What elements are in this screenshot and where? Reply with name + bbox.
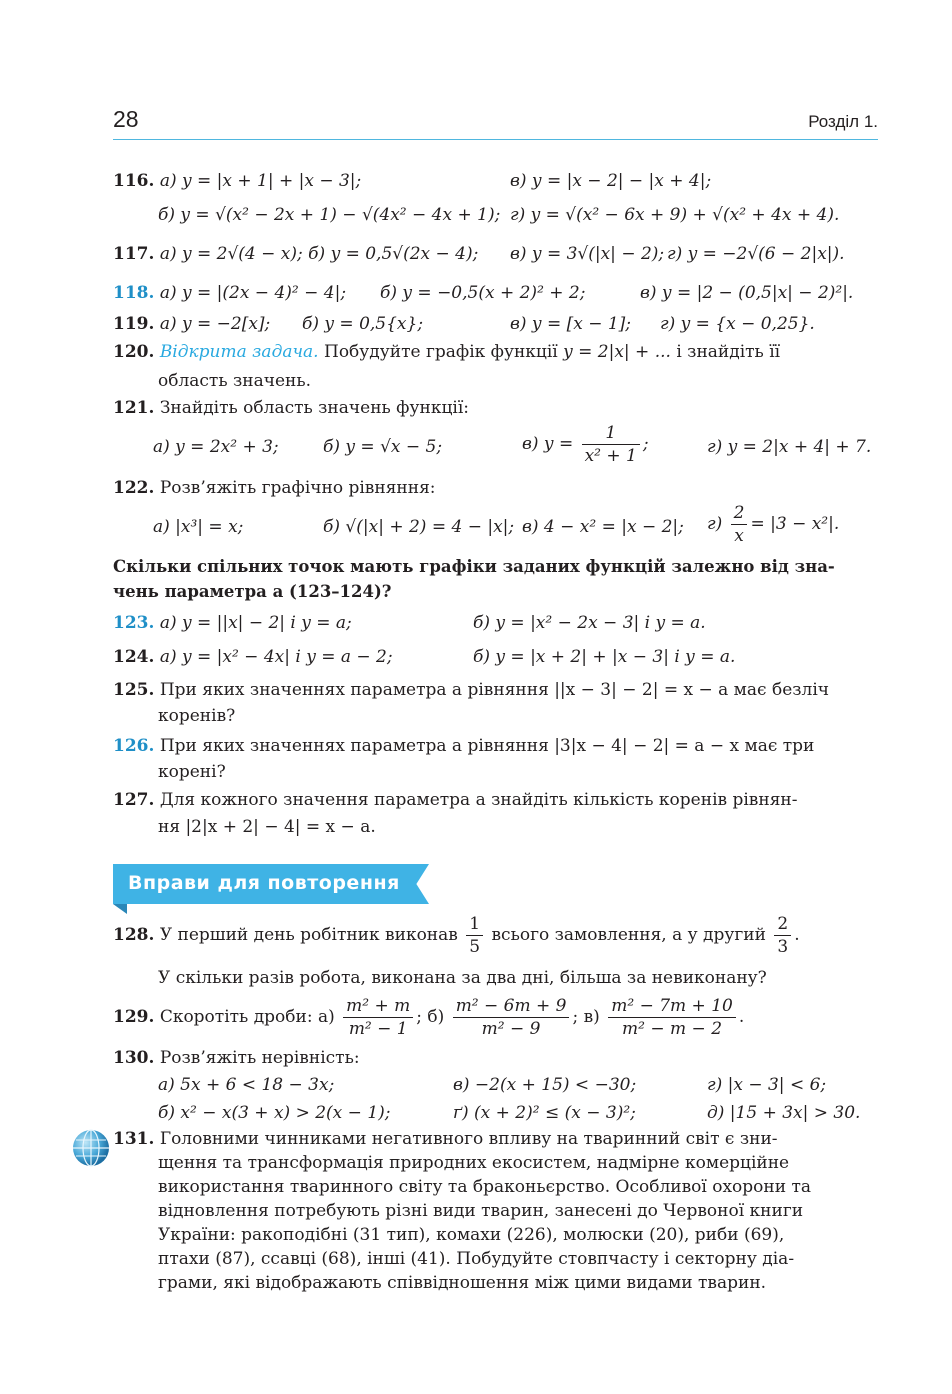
- task-text: У скільки разів робота, виконана за два дні, більша за невиконану?: [158, 968, 767, 988]
- task-text: При яких значеннях параметра a рівняння |3|x − 4| − 2| = a − x має три: [159, 736, 815, 756]
- task-text: щення та трансформація природних екосистем, надмірне комерційне: [158, 1153, 790, 1173]
- numerator: m² − 6m + 9: [453, 995, 570, 1018]
- formula: y = 2|x| + ...: [563, 342, 671, 362]
- header-divider: [113, 139, 878, 140]
- exercise-119: [113, 313, 270, 335]
- exercise-122: [113, 477, 436, 499]
- denominator: 3: [777, 937, 789, 957]
- task-text: При яких значеннях параметра a рівняння ||x − 3| − 2| = x − a має безліч: [159, 680, 829, 700]
- exercise-number: 130.: [113, 1048, 155, 1068]
- section-question-line-2: чень параметра a (123–124)?: [113, 582, 392, 601]
- task-text: Розв’яжіть графічно рівняння:: [159, 478, 436, 498]
- task-text: Головними чинниками негативного впливу на тваринний світ є зни-: [159, 1129, 778, 1149]
- exercise-number: 131.: [113, 1129, 155, 1149]
- numerator: 2: [731, 502, 748, 525]
- section-title: Розділ 1.: [808, 112, 878, 131]
- formula: в) y = |2 − (0,5|x| − 2)²|.: [640, 283, 854, 303]
- formula: в) y = 3√(|x| − 2);: [510, 244, 665, 264]
- task-text: корені?: [158, 762, 226, 782]
- formula: г) y = √(x² − 6x + 9) + √(x² + 4x + 4).: [510, 205, 840, 225]
- formula: б) y = 0,5√(2x − 4);: [308, 244, 479, 264]
- formula: а) y = 2√(4 − x);: [159, 244, 303, 264]
- numerator: m² − 7m + 10: [608, 995, 736, 1018]
- separator: ; б): [416, 1007, 445, 1027]
- exercise-127: [113, 789, 798, 811]
- task-text: відновлення потребують різні види тварин, занесені до Червоної книги: [158, 1201, 804, 1221]
- formula: а) |x³| = x;: [153, 517, 244, 537]
- task-text: ня |2|x + 2| − 4| = x − a.: [158, 817, 376, 837]
- exercise-121: [113, 397, 469, 419]
- separator: ; в): [572, 1007, 600, 1027]
- task-text: Побудуйте графік функції: [324, 342, 558, 362]
- formula: в) y = [x − 1];: [510, 314, 632, 334]
- numerator: m² + m: [343, 995, 413, 1018]
- exercise-125: [113, 679, 829, 701]
- fraction: [453, 995, 570, 1040]
- formula: д) |15 + 3x| > 30.: [707, 1103, 861, 1123]
- formula: г) y = −2√(6 − 2|x|).: [667, 244, 845, 264]
- exercise-number: 119.: [113, 314, 155, 334]
- formula: б) y = √x − 5;: [323, 437, 443, 457]
- numerator: 2: [774, 913, 791, 936]
- formula: б) y = |x² − 2x − 3| і y = a.: [473, 613, 706, 633]
- formula: а) 5x + 6 < 18 − 3x;: [158, 1075, 335, 1095]
- task-text: Знайдіть область значень функції:: [159, 398, 469, 418]
- numerator: 1: [466, 913, 483, 936]
- formula: а) y = 2x² + 3;: [153, 437, 279, 457]
- exercise-number: 125.: [113, 680, 155, 700]
- denominator: x² + 1: [584, 446, 637, 466]
- task-text: України: ракоподібні (31 тип), комахи (226), молюски (20), риби (69),: [158, 1225, 785, 1245]
- task-text: Скоротіть дроби: а): [159, 1007, 335, 1027]
- numerator: 1: [582, 422, 640, 445]
- exercise-number: 128.: [113, 925, 155, 945]
- formula: г) y = {x − 0,25}.: [660, 314, 815, 334]
- denominator: m² − 1: [348, 1019, 408, 1039]
- punct: .: [794, 925, 800, 945]
- exercise-126: [113, 735, 814, 757]
- exercise-number: 120.: [113, 342, 155, 362]
- fraction: [466, 913, 483, 958]
- formula: а) y = ||x| − 2| і y = a;: [159, 613, 352, 633]
- exercise-number: 127.: [113, 790, 155, 810]
- formula-prefix: в) y =: [522, 434, 574, 454]
- formula: б) y = 0,5{x};: [302, 314, 424, 334]
- exercise-number: 116.: [113, 171, 155, 191]
- exercise-123: [113, 612, 352, 634]
- formula: в) −2(x + 15) < −30;: [453, 1075, 637, 1095]
- exercise-129: [113, 995, 744, 1040]
- formula: б) y = |x + 2| + |x − 3| і y = a.: [473, 647, 736, 667]
- formula-fraction: [707, 502, 839, 547]
- open-task-label: Відкрита задача.: [159, 342, 319, 362]
- formula: г) |x − 3| < 6;: [707, 1075, 827, 1095]
- formula: б) √(|x| + 2) = 4 − |x|;: [323, 517, 515, 537]
- exercise-number: 121.: [113, 398, 155, 418]
- fraction: [608, 995, 736, 1040]
- task-text: коренів?: [158, 706, 236, 726]
- exercise-number: 118.: [113, 283, 155, 303]
- fraction: [582, 422, 640, 467]
- exercise-117: [113, 243, 478, 265]
- task-text: і знайдіть її: [676, 342, 781, 362]
- exercise-128: [113, 913, 800, 958]
- formula-suffix: ;: [642, 434, 649, 454]
- section-question-line-1: Скільки спільних точок мають графіки заданих функцій залежно від зна-: [113, 557, 835, 576]
- formula-suffix: = |3 − x²|.: [750, 514, 840, 534]
- exercise-number: 117.: [113, 244, 155, 264]
- exercise-number: 126.: [113, 736, 155, 756]
- exercise-124: [113, 646, 393, 668]
- exercise-120: [113, 341, 780, 363]
- denominator: x: [734, 526, 744, 546]
- denominator: m² − m − 2: [622, 1019, 723, 1039]
- fraction: [731, 502, 748, 547]
- page-number: 28: [113, 106, 139, 132]
- exercise-131: [113, 1128, 778, 1150]
- task-text: область значень.: [158, 371, 312, 391]
- formula: а) y = |x² − 4x| і y = a − 2;: [159, 647, 393, 667]
- task-text: використання тваринного світу та браконьєрство. Особливої охорони та: [158, 1177, 811, 1197]
- task-text: всього замовлення, а у другий: [491, 925, 766, 945]
- exercise-116-row-1: [113, 170, 361, 192]
- formula: б) y = −0,5(x + 2)² + 2;: [380, 283, 586, 303]
- exercise-number: 124.: [113, 647, 155, 667]
- formula-prefix: г): [707, 514, 723, 534]
- denominator: 5: [469, 937, 481, 957]
- formula-fraction: [522, 422, 649, 467]
- fraction: [774, 913, 791, 958]
- formula: б) y = √(x² − 2x + 1) − √(4x² − 4x + 1);: [158, 205, 501, 225]
- formula: б) x² − x(3 + x) > 2(x − 1);: [158, 1103, 391, 1123]
- task-text: грами, які відображають співвідношення між цими видами тварин.: [158, 1273, 767, 1293]
- exercise-number: 123.: [113, 613, 155, 633]
- exercise-130: [113, 1047, 360, 1069]
- punct: .: [738, 1007, 745, 1027]
- formula: а) y = |(2x − 4)² − 4|;: [159, 283, 347, 303]
- formula: а) y = −2[x];: [159, 314, 271, 334]
- formula: в) 4 − x² = |x − 2|;: [522, 517, 684, 537]
- fraction: [343, 995, 413, 1040]
- task-text: Розв’яжіть нерівність:: [159, 1048, 360, 1068]
- exercise-number: 129.: [113, 1007, 155, 1027]
- task-text: У перший день робітник виконав: [159, 925, 458, 945]
- globe-icon: [71, 1128, 111, 1168]
- task-text: Для кожного значення параметра a знайдіть кількість коренів рівнян-: [159, 790, 798, 810]
- task-text: птахи (87), ссавці (68), інші (41). Побудуйте стовпчасту і секторну діа-: [158, 1249, 795, 1269]
- section-banner-title: Вправи для повторення: [128, 872, 400, 894]
- exercise-number: 122.: [113, 478, 155, 498]
- denominator: m² − 9: [481, 1019, 541, 1039]
- formula: а) y = |x + 1| + |x − 3|;: [159, 171, 362, 191]
- formula: г) y = 2|x + 4| + 7.: [707, 437, 872, 457]
- formula: ґ) (x + 2)² ≤ (x − 3)²;: [453, 1103, 636, 1123]
- formula: в) y = |x − 2| − |x + 4|;: [510, 171, 712, 191]
- exercise-118: [113, 282, 346, 304]
